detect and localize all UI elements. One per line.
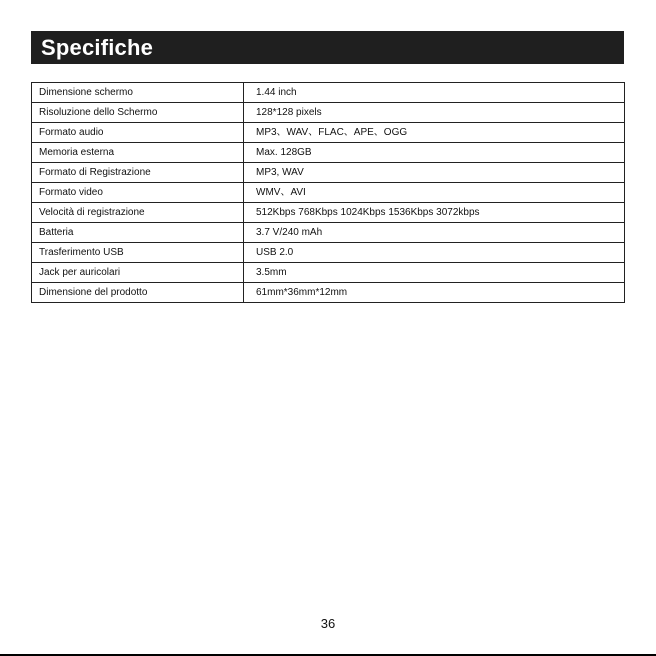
- spec-value: USB 2.0: [244, 243, 625, 263]
- page-number: 36: [320, 616, 336, 631]
- spec-label: Dimensione del prodotto: [32, 283, 244, 303]
- table-row: [32, 123, 625, 143]
- spec-label: Batteria: [32, 223, 244, 243]
- spec-label: Velocità di registrazione: [32, 203, 244, 223]
- table-row: [32, 203, 625, 223]
- spec-value: 1.44 inch: [244, 83, 625, 103]
- spec-value: MP3, WAV: [244, 163, 625, 183]
- table-row: [32, 143, 625, 163]
- spec-label: Risoluzione dello Schermo: [32, 103, 244, 123]
- spec-value: WMV、AVI: [244, 183, 625, 203]
- table-row: [32, 223, 625, 243]
- table-row: [32, 83, 625, 103]
- spec-label: Jack per auricolari: [32, 263, 244, 283]
- table-row: [32, 163, 625, 183]
- spec-value: 512Kbps 768Kbps 1024Kbps 1536Kbps 3072kbps: [244, 203, 625, 223]
- spec-value: 3.7 V/240 mAh: [244, 223, 625, 243]
- table-row: [32, 103, 625, 123]
- spec-value: 128*128 pixels: [244, 103, 625, 123]
- spec-label: Dimensione schermo: [32, 83, 244, 103]
- spec-label: Trasferimento USB: [32, 243, 244, 263]
- spec-label: Formato di Registrazione: [32, 163, 244, 183]
- table-row: [32, 263, 625, 283]
- table-row: [32, 283, 625, 303]
- spec-value: 3.5mm: [244, 263, 625, 283]
- specifications-table: [31, 82, 625, 303]
- spec-label: Formato video: [32, 183, 244, 203]
- section-title-bar: [31, 31, 624, 64]
- table-row: [32, 243, 625, 263]
- spec-value: MP3、WAV、FLAC、APE、OGG: [244, 123, 625, 143]
- spec-label: Memoria esterna: [32, 143, 244, 163]
- table-row: [32, 183, 625, 203]
- spec-value: 61mm*36mm*12mm: [244, 283, 625, 303]
- page-title: Specifiche: [41, 34, 154, 60]
- spec-label: Formato audio: [32, 123, 244, 143]
- spec-value: Max. 128GB: [244, 143, 625, 163]
